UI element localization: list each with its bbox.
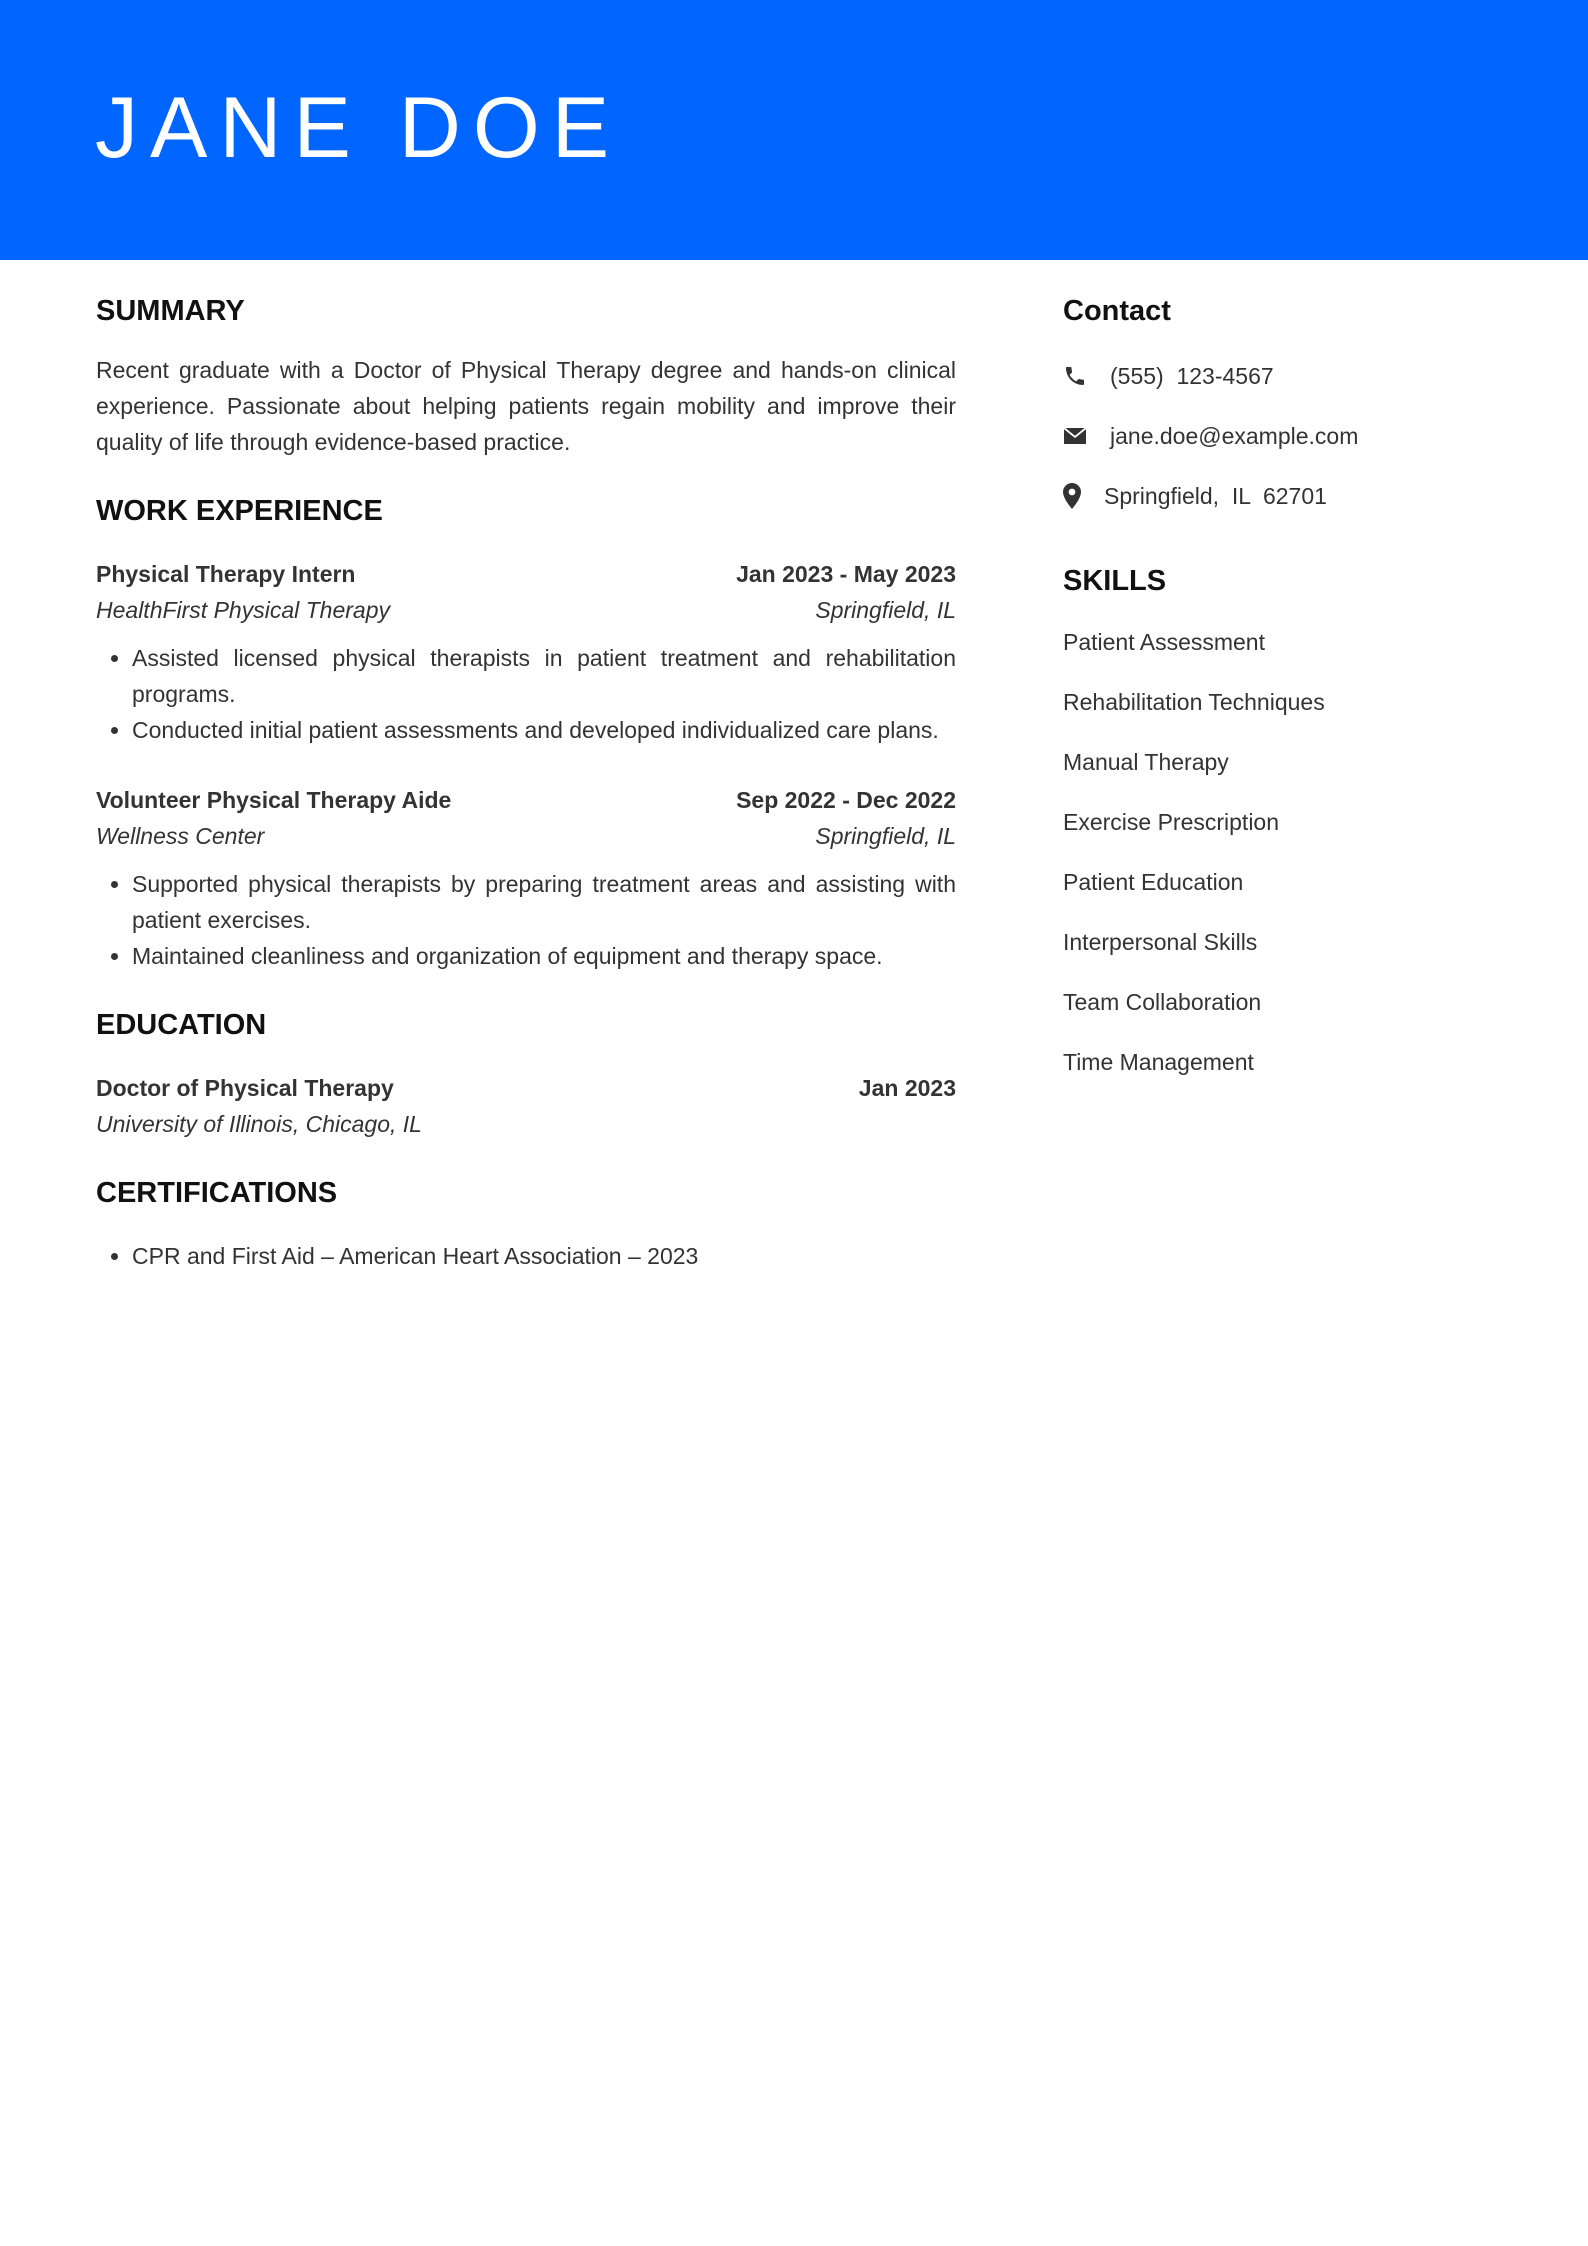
skill-item: Patient Education — [1063, 869, 1244, 895]
job-bullet: • Supported physical therapists by preparing treatment areas and assisting with patient exercises. — [132, 866, 956, 938]
map-pin-icon — [1063, 484, 1087, 508]
contact-location — [1063, 478, 1503, 514]
main-column — [96, 290, 956, 1274]
summary-section — [96, 290, 956, 460]
job-entry — [96, 556, 956, 748]
work-experience-heading: WORK EXPERIENCE — [96, 495, 383, 527]
summary-text: Recent graduate with a Doctor of Physical Therapy degree and hands-on clinical experience. Passionate about helping patients regain mobility and improve their quality of life through evidence-based practice. — [96, 357, 956, 455]
header-banner — [0, 0, 1588, 260]
summary-heading: SUMMARY — [96, 295, 245, 327]
job-company: HealthFirst Physical Therapy — [96, 597, 390, 623]
contact-phone — [1063, 358, 1503, 394]
certifications-section — [96, 1172, 956, 1274]
job-bullet: • Conducted initial patient assessments and developed individualized care plans. — [132, 712, 956, 748]
job-bullet: • Maintained cleanliness and organization of equipment and therapy space. — [132, 938, 956, 974]
contact-list — [1063, 358, 1503, 514]
skills-section — [1063, 560, 1503, 1080]
skill-item: Rehabilitation Techniques — [1063, 689, 1325, 715]
email-address[interactable]: jane.doe@example.com — [1110, 422, 1359, 449]
education-heading: EDUCATION — [96, 1009, 267, 1041]
job-role: Physical Therapy Intern — [96, 561, 356, 587]
skill-item: Interpersonal Skills — [1063, 929, 1258, 955]
job-location: Springfield, IL — [815, 597, 956, 623]
job-location: Springfield, IL — [815, 823, 956, 849]
skill-item: Patient Assessment — [1063, 629, 1265, 655]
job-bullets — [96, 866, 956, 974]
certifications-heading: CERTIFICATIONS — [96, 1177, 338, 1209]
job-role: Volunteer Physical Therapy Aide — [96, 787, 452, 813]
contact-section — [1063, 290, 1503, 514]
skill-item: Team Collaboration — [1063, 989, 1262, 1015]
school: University of Illinois, Chicago, IL — [96, 1111, 422, 1137]
phone-icon — [1063, 364, 1093, 388]
job-dates: Sep 2022 - Dec 2022 — [736, 787, 956, 813]
job-bullet: • Assisted licensed physical therapists in patient treatment and rehabilitation programs. — [132, 640, 956, 712]
graduation-date: Jan 2023 — [858, 1075, 956, 1101]
certification-item: • CPR and First Aid – American Heart Association – 2023 — [132, 1238, 956, 1274]
contact-heading: Contact — [1063, 295, 1171, 327]
job-company: Wellness Center — [96, 823, 265, 849]
job-dates: Jan 2023 - May 2023 — [736, 561, 956, 587]
location-text: Springfield, IL 62701 — [1104, 482, 1327, 509]
job-entry — [96, 782, 956, 974]
sidebar — [1063, 290, 1503, 1104]
work-experience-section — [96, 490, 956, 974]
education-section — [96, 1004, 956, 1142]
education-entry — [96, 1070, 956, 1142]
skill-item: Exercise Prescription — [1063, 809, 1280, 835]
degree: Doctor of Physical Therapy — [96, 1075, 394, 1101]
candidate-name: JANE DOE — [95, 80, 622, 176]
contact-email — [1063, 418, 1503, 454]
phone-number[interactable]: (555) 123-4567 — [1110, 362, 1274, 389]
job-bullets — [96, 640, 956, 748]
skills-heading: SKILLS — [1063, 565, 1167, 597]
skill-list — [1063, 624, 1503, 1080]
skill-item: Time Management — [1063, 1049, 1254, 1075]
skill-item: Manual Therapy — [1063, 749, 1229, 775]
envelope-icon — [1063, 424, 1093, 448]
certification-list — [96, 1238, 956, 1274]
